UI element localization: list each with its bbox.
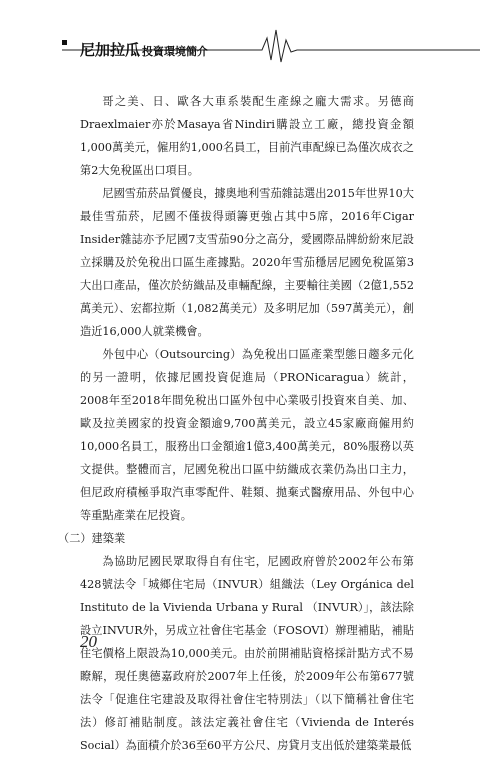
paragraph-outsourcing: 外包中心（Outsourcing）為免稅出口區產業型態日趨多元化的另一證明，依據尼國投資促進局（PRONicaragua）統計，2008年至2018年間免稅出口區外包中心業吸引投資來自美、加、歐及拉美國家的投資金額逾9,700萬美元，設立45家廠商僱用約10,000名員工，服務出口金額逾1億3,400萬美元，80%服務以英文提供。整體而言，尼國免稅出口區中紡織成衣業仍為出口主力，但尼政府積極爭取汽車零配件、鞋類、拋棄式醫療用品、外包中心等重點產業在尼投資。 bbox=[80, 348, 414, 522]
page-number: 20 bbox=[80, 632, 97, 651]
paragraph-cigars: 尼國雪茄菸品質優良，據奧地利雪茄雜誌選出2015年世界10大最佳雪茄菸，尼國不僅拔得頭籌更強占其中5席，2016年Cigar Insider雜誌亦予尼國7支雪茄90分之高分，愛國際品牌紛紛來尼設立採購及於免稅出口區生產據點。2020年雪茄穩居尼國免稅區第3大出口產品，僅次於紡織品及車輛配線，主要輸往美國（2億1,552萬美元）、宏都拉斯（1,082萬美元）及多明尼加（597萬美元），創造近16,000人就業機會。 bbox=[80, 187, 414, 338]
header-title-main: 尼加拉瓜 bbox=[80, 41, 141, 59]
page-header bbox=[0, 0, 480, 68]
header-title bbox=[80, 39, 208, 60]
section-heading-construction: （二）建築業 bbox=[58, 532, 126, 545]
header-title-sub: 投資環境簡介 bbox=[142, 45, 209, 58]
paragraph-auto-wiring: 哥之美、日、歐各大車系裝配生產線之龐大需求。另德商Draexlmaier亦於Masaya省Nindiri購設立工廠，總投資金額1,000萬美元，僱用約1,000名員工，目前汽車配線已為僅次成衣之第2大免稅區出口項目。 bbox=[80, 95, 414, 177]
header-square-marker bbox=[62, 40, 67, 45]
page-content bbox=[58, 90, 414, 757]
paragraph-construction: 為協助尼國民眾取得自有住宅，尼國政府曾於2002年公布第428號法令「城鄉住宅局（INVUR）組織法（Ley Orgánica del Instituto de la Vivienda Urbana y Rural （INVUR）」，該法除設立INVUR外，另成立社會住宅基金（FOSOVI）辦理補貼，補貼住宅價格上限設為10,000美元。由於前開補貼資格採計點方式不易瞭解，現任奧德嘉政府於2007年上任後，於2009年公布第677號法令「促進住宅建設及取得社會住宅特別法」（以下簡稱社會住宅法）修訂補貼制度。該法定義社會住宅（Vivienda de Interés Social）為面積介於36至60平方公尺、房貸月支出低於建築業最低 bbox=[80, 555, 414, 752]
header-decoration bbox=[0, 0, 480, 68]
